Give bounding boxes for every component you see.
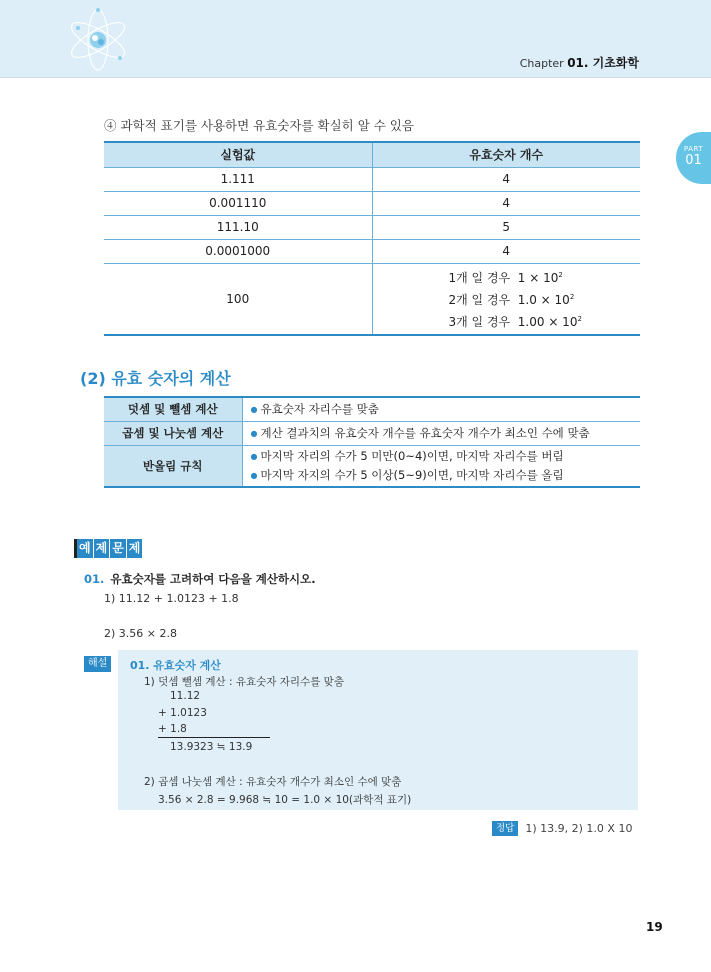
solution-line-1: 1) 덧셈 뺄셈 계산 : 유효숫자 자리수를 맞춤 [144, 676, 344, 688]
part-number: 01 [685, 153, 702, 168]
cell-count: 5 [372, 215, 640, 239]
answer-text: 1) 13.9, 2) 1.0 X 10 [525, 822, 633, 835]
case-prefix: 3개 일 경우 [448, 314, 511, 329]
calculation-rules-table [104, 396, 640, 488]
col-header-count: 유효숫자 개수 [372, 142, 640, 167]
calc-term: 11.12 [170, 690, 201, 702]
bullet-icon: ● [250, 404, 258, 414]
cell-value: 100 [104, 263, 372, 335]
badge-char: 문 [110, 539, 127, 558]
example-badge [74, 539, 143, 558]
solution-line-2: 2) 곱셈 나눗셈 계산 : 유효숫자 개수가 최소인 수에 맞춤 [144, 776, 402, 788]
table-row [104, 445, 640, 487]
solution-line-3: 3.56 × 2.8 = 9.968 ≒ 10 = 1.0 × 10(과학적 표기) [158, 794, 412, 806]
case-line [373, 288, 641, 310]
case-mantissa: 1.0 × 10 [517, 292, 570, 307]
table-row [104, 215, 640, 239]
answer [492, 821, 632, 836]
rule-value [242, 421, 640, 445]
bullet-icon: ● [250, 451, 258, 461]
header-band [0, 0, 711, 78]
question-text: 유효숫자를 고려하여 다음을 계산하시오. [110, 572, 316, 586]
calc-result: 13.9323 ≒ 13.9 [170, 741, 253, 753]
case-line [373, 266, 641, 288]
case-mantissa: 1 × 10 [517, 270, 559, 285]
case-prefix: 1개 일 경우 [448, 270, 511, 285]
solution-title: 01. 유효숫자 계산 [130, 659, 221, 672]
question [84, 571, 316, 587]
chapter-heading [520, 54, 639, 71]
cell-value: 1.111 [104, 167, 372, 191]
case-prefix: 2개 일 경우 [448, 292, 511, 307]
calc-term: + 1.8 [158, 723, 187, 735]
page-number: 19 [646, 920, 663, 934]
badge-char: 제 [127, 539, 144, 558]
section-title: (2) 유효 숫자의 계산 [80, 369, 231, 388]
table-row [104, 263, 640, 335]
part-tab [676, 132, 711, 184]
sub-question-2: 2) 3.56 × 2.8 [104, 627, 177, 640]
rule-key: 덧셈 및 뺄셈 계산 [104, 397, 242, 421]
rule-line: 계산 결과치의 유효숫자 개수를 유효숫자 개수가 최소인 수에 맞춤 [260, 425, 590, 440]
bullet-icon: ● [250, 470, 258, 480]
case-exponent: 2 [577, 314, 582, 323]
table-row [104, 239, 640, 263]
rule-line: 유효숫자 자리수를 맞춤 [260, 401, 379, 416]
question-number: 01. [84, 572, 105, 586]
rule-value [242, 445, 640, 487]
badge-char: 예 [77, 539, 94, 558]
table-row [104, 397, 640, 421]
atom-logo-icon [58, 0, 138, 80]
rule-line: 마지막 자리의 수가 5 미만(0~4)이면, 마지막 자리수를 버림 [260, 448, 564, 463]
rule-key: 반올림 규칙 [104, 445, 242, 487]
table-header-row [104, 142, 640, 167]
chapter-title: 01. 기초화학 [567, 56, 639, 70]
cell-count-multi [372, 263, 640, 335]
table-row [104, 167, 640, 191]
solution-label: 해설 [84, 656, 111, 672]
calc-underline [158, 737, 270, 738]
cell-count: 4 [372, 167, 640, 191]
case-exponent: 2 [558, 270, 563, 279]
rule-key: 곱셈 및 나눗셈 계산 [104, 421, 242, 445]
sub-question-1: 1) 11.12 + 1.0123 + 1.8 [104, 592, 239, 605]
significant-figures-table [104, 141, 640, 336]
rule-line: 마지막 자지의 수가 5 이상(5~9)이면, 마지막 자리수를 올림 [260, 467, 564, 482]
cell-count: 4 [372, 191, 640, 215]
bullet-icon: ● [250, 428, 258, 438]
col-header-value: 실험값 [104, 142, 372, 167]
note-text: ④ 과학적 표기를 사용하면 유효숫자를 확실히 알 수 있음 [104, 118, 414, 133]
case-mantissa: 1.00 × 10 [517, 314, 578, 329]
badge-char: 제 [94, 539, 111, 558]
cell-count: 4 [372, 239, 640, 263]
answer-tag: 정답 [492, 821, 518, 836]
part-label: PART [683, 145, 704, 153]
table-row [104, 421, 640, 445]
chapter-word: Chapter [519, 57, 564, 70]
cell-value: 0.0001000 [104, 239, 372, 263]
cell-value: 111.10 [104, 215, 372, 239]
rule-value [242, 397, 640, 421]
case-exponent: 2 [569, 292, 575, 301]
calc-term: + 1.0123 [158, 707, 207, 719]
case-line [373, 310, 641, 332]
cell-value: 0.001110 [104, 191, 372, 215]
table-row [104, 191, 640, 215]
